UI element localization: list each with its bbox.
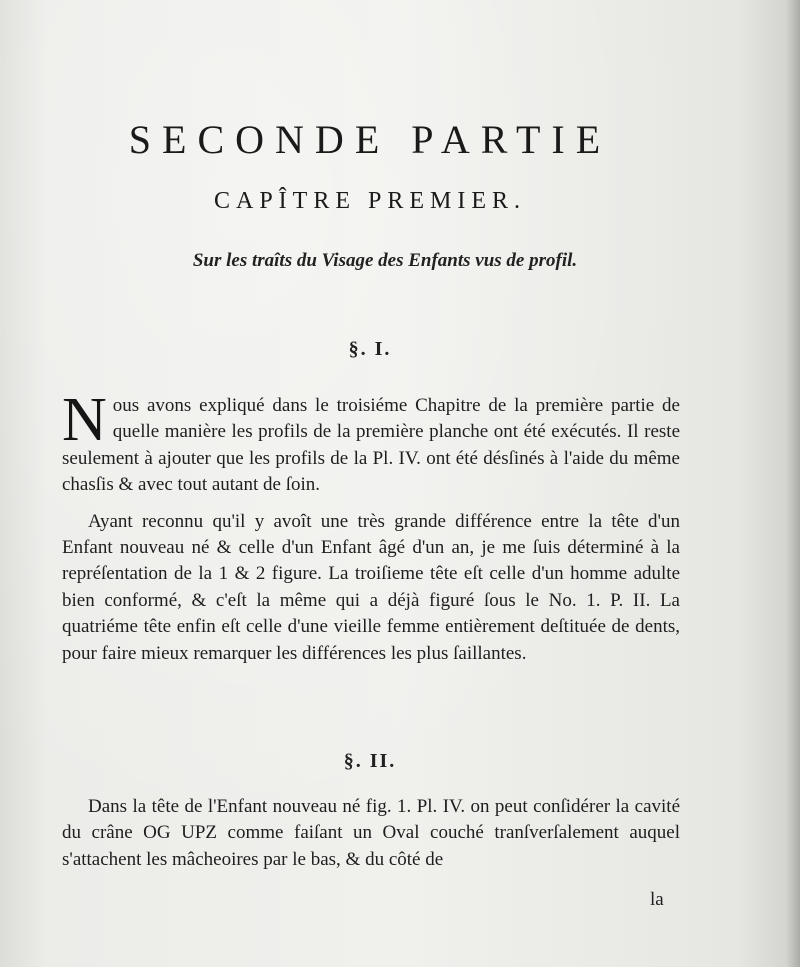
paragraph-1-text: ous avons expliqué dans le troisiéme Chapitre de la première partie de quelle manière les profils de la première planche ont été exécutés. Il reste seulement à ajouter que les profils de la Pl. IV. ont été désſinés à l'aide du même chasſis & avec tout autant de ſoin.: [62, 395, 680, 496]
catchword: la: [650, 889, 664, 910]
part-title: SECONDE PARTIE: [128, 117, 612, 162]
section-1-text: [62, 386, 680, 667]
drop-cap: N: [62, 386, 107, 454]
paragraph-1: [62, 386, 680, 499]
chapter-subtitle: Sur les traîts du Visage des Enfants vus de profil.: [192, 250, 578, 271]
paragraph-2: Ayant reconnu qu'il y avoît une très grande différence entre la tête d'un Enfant nouveau né & celle d'un Enfant âgé d'un an, je me ſuis déterminé à la repréſentation de la 1 & 2 figure. La troiſieme tête eſt celle d'un homme adulte bien conformé, & c'eſt la même qui a déjà figuré ſous le No. 1. P. II. La quatriéme tête enfin eſt celle d'une vieille femme entièrement deſtituée de dents, pour faire mieux remarquer les différences les plus ſaillantes.: [62, 510, 680, 664]
section-mark-1: §. I.: [348, 338, 392, 360]
page-gutter-shadow: [786, 0, 800, 967]
section-2-text: [62, 794, 680, 873]
section-mark-2: §. II.: [343, 750, 397, 772]
paragraph-3: Dans la tête de l'Enfant nouveau né fig. 1. Pl. IV. on peut conſidérer la cavité du crâne OG UPZ comme faiſant un Oval couché tranſverſalement auquel s'attachent les mâcheoires par le bas, & du côté de: [62, 796, 680, 870]
chapter-title: CAPÎTRE PREMIER.: [213, 188, 527, 214]
